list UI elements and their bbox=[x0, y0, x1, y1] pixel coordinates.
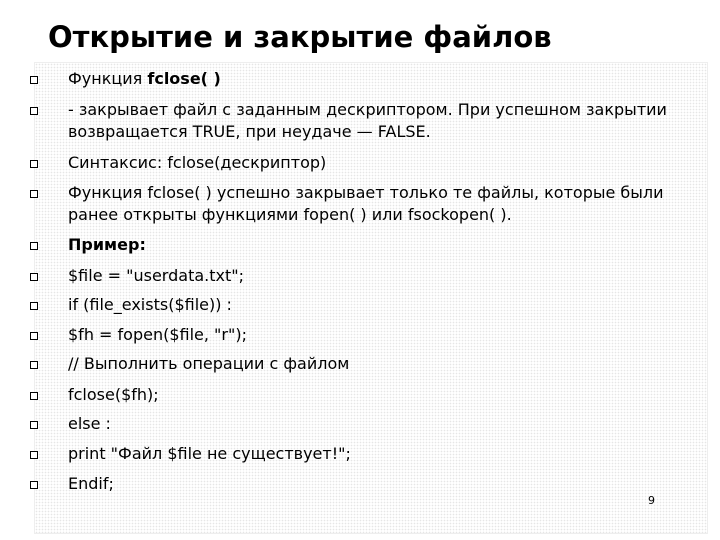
square-bullet-icon bbox=[30, 392, 38, 400]
bullet-text: // Выполнить операции с файлом bbox=[68, 354, 350, 373]
bullet-text: else : bbox=[68, 414, 111, 433]
bullet-text bbox=[68, 68, 693, 90]
square-bullet-icon bbox=[30, 481, 38, 489]
square-bullet-icon bbox=[30, 361, 38, 369]
square-bullet-icon bbox=[30, 302, 38, 310]
slide-title: Открытие и закрытие файлов bbox=[48, 20, 552, 54]
square-bullet-icon bbox=[30, 160, 38, 168]
bullet-text: if (file_exists($file)) : bbox=[68, 295, 232, 314]
bullet-text: $fh = fopen($file, "r"); bbox=[68, 325, 247, 344]
bullet-text-plain: Функция bbox=[68, 69, 148, 88]
bullet-text-bold: fclose( ) bbox=[147, 69, 221, 88]
bullet-text: Синтаксис: fclose(дескриптор) bbox=[68, 153, 327, 172]
bullet-text: Endif; bbox=[68, 474, 114, 493]
square-bullet-icon bbox=[30, 242, 38, 250]
square-bullet-icon bbox=[30, 273, 38, 281]
bullet-text: Пример: bbox=[68, 235, 146, 254]
square-bullet-icon bbox=[30, 76, 38, 84]
bullet-text: $file = "userdata.txt"; bbox=[68, 266, 244, 285]
square-bullet-icon bbox=[30, 421, 38, 429]
square-bullet-icon bbox=[30, 190, 38, 198]
square-bullet-icon bbox=[30, 451, 38, 459]
bullet-text: - закрывает файл с заданным дескриптором. При успешном закрытии возвращается TRUE, при неудаче — FALSE. bbox=[68, 100, 667, 141]
square-bullet-icon bbox=[30, 332, 38, 340]
bullet-text: fclose($fh); bbox=[68, 385, 159, 404]
bullet-text: Функция fclose( ) успешно закрывает только те файлы, которые были ранее открыты функциями fopen( ) или fsockopen( ). bbox=[68, 183, 664, 224]
bullet-text: print "Файл $file не существует!"; bbox=[68, 444, 351, 463]
square-bullet-icon bbox=[30, 107, 38, 115]
page-number: 9 bbox=[648, 494, 655, 507]
